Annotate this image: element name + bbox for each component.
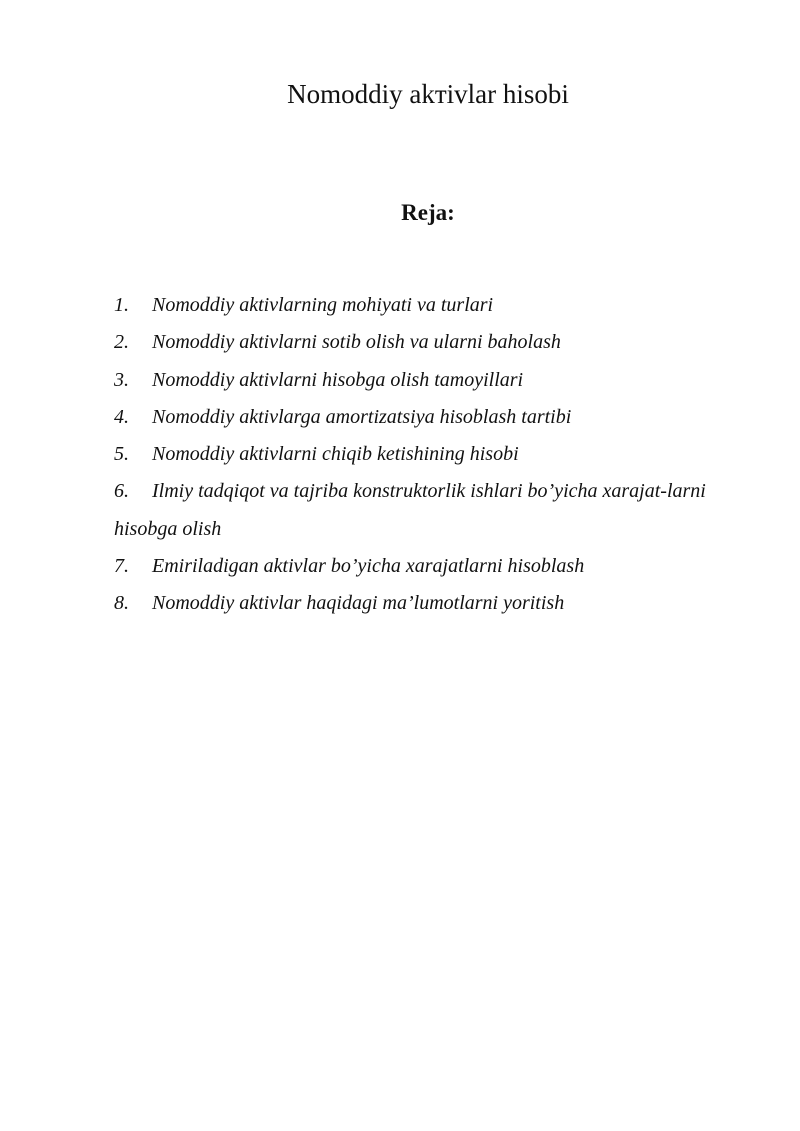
- plan-item: [114, 548, 714, 585]
- plan-item-text: Nomoddiy aktivlarni sotib olish va ularni baholash: [152, 331, 561, 354]
- plan-item-number: 2.: [114, 331, 129, 354]
- plan-item-text: Ilmiy tadqiqot va tajriba konstruktorlik ishlari bo’yicha xarajat-larni hisobga olish: [114, 480, 706, 540]
- plan-item: [114, 324, 714, 361]
- plan-item-text: Nomoddiy aktivlarning mohiyati va turlari: [152, 294, 494, 316]
- plan-heading: Reja:: [401, 200, 455, 225]
- plan-item-number: 1.: [114, 294, 129, 316]
- plan-item-number: 4.: [114, 405, 129, 428]
- plan-item-text: Nomoddiy aktivlarga amortizatsiya hisoblash tartibi: [152, 405, 572, 428]
- plan-item-number: 6.: [114, 480, 129, 503]
- plan-item: [114, 399, 714, 436]
- document-title: Nomoddiy akтivlar hisobi: [287, 79, 569, 109]
- plan-item: [114, 585, 714, 622]
- plan-item: [114, 287, 714, 324]
- plan-item: [114, 473, 714, 548]
- plan-item-text: Nomoddiy aktivlarni hisobga olish tamoyillari: [152, 368, 524, 391]
- plan-item-text: Nomoddiy aktivlarni chiqib ketishining hisobi: [152, 443, 519, 466]
- plan-list: [114, 287, 714, 623]
- plan-item: [114, 362, 714, 399]
- plan-item: [114, 436, 714, 473]
- plan-item-text: Nomoddiy aktivlar haqidagi ma’lumotlarni yoritish: [152, 592, 565, 615]
- plan-item-number: 5.: [114, 443, 129, 466]
- plan-item-text: Emiriladigan aktivlar bo’yicha xarajatlarni hisoblash: [152, 555, 585, 578]
- plan-item-number: 8.: [114, 592, 129, 615]
- plan-item-number: 3.: [114, 368, 129, 391]
- plan-item-number: 7.: [114, 555, 129, 578]
